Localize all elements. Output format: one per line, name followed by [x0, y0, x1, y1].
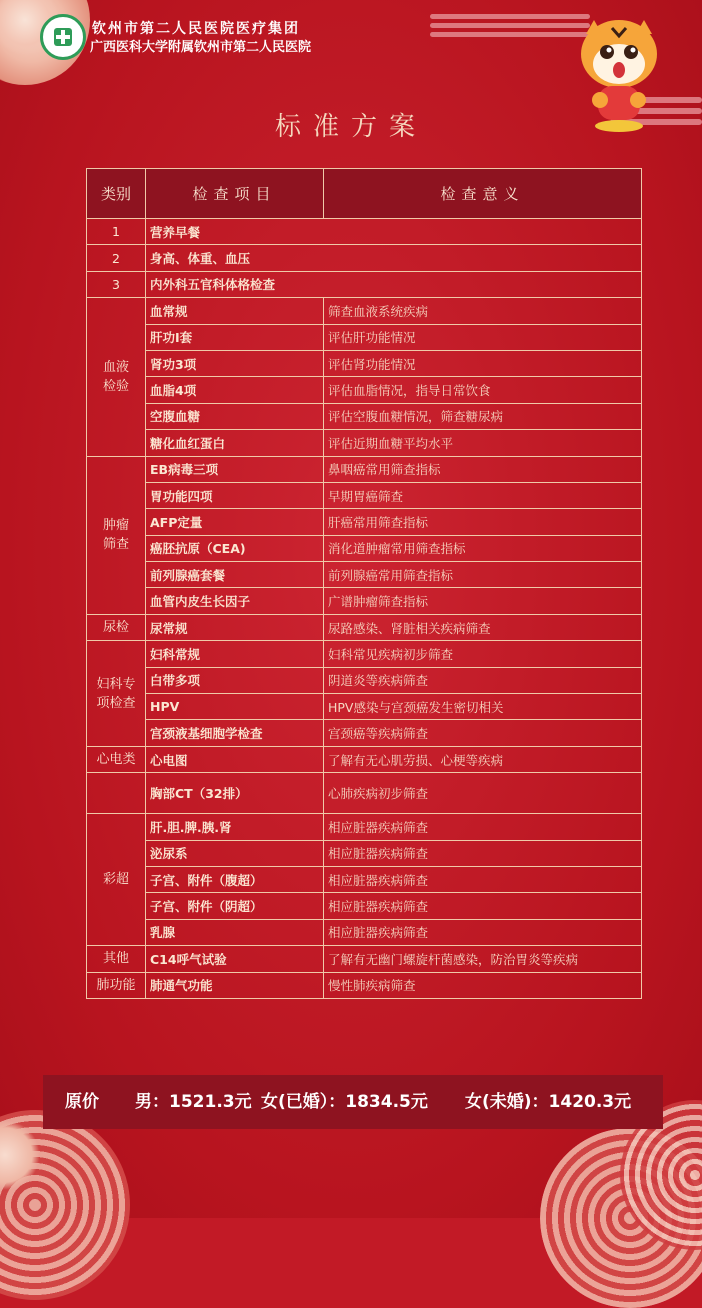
- row-item: 空腹血糖: [146, 403, 324, 429]
- row-number: 2: [87, 245, 146, 271]
- row-item: 血常规: [146, 298, 324, 324]
- row-meaning: HPV感染与宫颈癌发生密切相关: [324, 694, 642, 720]
- table-row: [87, 946, 642, 972]
- row-meaning: 评估空腹血糖情况，筛查糖尿病: [324, 403, 642, 429]
- table-row: [87, 972, 642, 998]
- price-bar: [43, 1075, 663, 1129]
- table-row: [87, 562, 642, 588]
- header-item: 检查项目: [146, 169, 324, 219]
- row-item: 内外科五官科体格检查: [146, 271, 642, 297]
- table-row: [87, 535, 642, 561]
- row-meaning: 相应脏器疾病筛查: [324, 840, 642, 866]
- row-category: 肺功能: [87, 972, 146, 998]
- row-item: 泌尿系: [146, 840, 324, 866]
- header-meaning: 检查意义: [324, 169, 642, 219]
- stripe-decoration: [430, 10, 590, 50]
- table-row: [87, 324, 642, 350]
- row-meaning: 妇科常见疾病初步筛查: [324, 641, 642, 667]
- row-meaning: 慢性肺疾病筛查: [324, 972, 642, 998]
- table-row: [87, 245, 642, 271]
- row-item: HPV: [146, 694, 324, 720]
- row-meaning: 宫颈癌等疾病筛查: [324, 720, 642, 746]
- row-item: 血管内皮生长因子: [146, 588, 324, 614]
- price-female-unmarried: 女(未婚)：1420.3元: [465, 1092, 632, 1112]
- row-meaning: 消化道肿瘤常用筛查指标: [324, 535, 642, 561]
- row-meaning: 相应脏器疾病筛查: [324, 919, 642, 945]
- table-row: [87, 614, 642, 640]
- row-number: 1: [87, 219, 146, 245]
- table-row: [87, 588, 642, 614]
- row-category: 彩超: [87, 814, 146, 946]
- table-row: [87, 866, 642, 892]
- row-category: 其他: [87, 946, 146, 972]
- row-item: 前列腺癌套餐: [146, 562, 324, 588]
- row-meaning: 了解有无幽门螺旋杆菌感染，防治胃炎等疾病: [324, 946, 642, 972]
- row-category: [87, 773, 146, 814]
- row-item: 白带多项: [146, 667, 324, 693]
- row-meaning: 肝癌常用筛查指标: [324, 509, 642, 535]
- table-row: [87, 403, 642, 429]
- table-row: [87, 219, 642, 245]
- row-item: 胃功能四项: [146, 482, 324, 508]
- price-male: 男：1521.3元: [135, 1092, 252, 1112]
- row-meaning: 心肺疾病初步筛查: [324, 773, 642, 814]
- row-item: AFP定量: [146, 509, 324, 535]
- checkup-table: [86, 168, 642, 999]
- row-item: 子宫、附件（阴超）: [146, 893, 324, 919]
- table-row: [87, 720, 642, 746]
- table-row: [87, 482, 642, 508]
- row-item: 肝功Ⅰ套: [146, 324, 324, 350]
- table-row: [87, 667, 642, 693]
- table-header-row: [87, 169, 642, 219]
- table-row: [87, 509, 642, 535]
- row-item: 子宫、附件（腹超）: [146, 866, 324, 892]
- row-meaning: 鼻咽癌常用筛查指标: [324, 456, 642, 482]
- row-category: 血液 检验: [87, 298, 146, 456]
- table-row: [87, 814, 642, 840]
- row-meaning: 相应脏器疾病筛查: [324, 814, 642, 840]
- row-item: 肺通气功能: [146, 972, 324, 998]
- row-item: 癌胚抗原（CEA): [146, 535, 324, 561]
- table-row: [87, 919, 642, 945]
- table-row: [87, 893, 642, 919]
- row-meaning: 评估肝功能情况: [324, 324, 642, 350]
- row-item: 乳腺: [146, 919, 324, 945]
- row-number: 3: [87, 271, 146, 297]
- row-item: C14呼气试验: [146, 946, 324, 972]
- row-item: 身高、体重、血压: [146, 245, 642, 271]
- row-item: 肾功3项: [146, 350, 324, 376]
- row-category: 尿检: [87, 614, 146, 640]
- hospital-logo-icon: [40, 14, 86, 60]
- row-category: 肿瘤 筛查: [87, 456, 146, 614]
- org-name-line2: 广西医科大学附属钦州市第二人民医院: [90, 40, 312, 55]
- table-row: [87, 694, 642, 720]
- table-row: [87, 641, 642, 667]
- price-label: 原价: [65, 1092, 99, 1112]
- row-item: 妇科常规: [146, 641, 324, 667]
- row-meaning: 评估血脂情况，指导日常饮食: [324, 377, 642, 403]
- table-row: [87, 377, 642, 403]
- table-row: [87, 840, 642, 866]
- row-meaning: 评估近期血糖平均水平: [324, 430, 642, 456]
- table-row: [87, 350, 642, 376]
- page-title: 标准方案: [274, 112, 427, 142]
- table-row: [87, 430, 642, 456]
- table-body: [87, 219, 642, 999]
- row-item: 胸部CT（32排）: [146, 773, 324, 814]
- table-row: [87, 773, 642, 814]
- row-meaning: 前列腺癌常用筛查指标: [324, 562, 642, 588]
- row-item: 糖化血红蛋白: [146, 430, 324, 456]
- org-name-line1: 钦州市第二人民医院医疗集团: [92, 21, 300, 37]
- row-item: 宫颈液基细胞学检查: [146, 720, 324, 746]
- row-meaning: 了解有无心肌劳损、心梗等疾病: [324, 746, 642, 772]
- row-meaning: 相应脏器疾病筛查: [324, 866, 642, 892]
- row-item: 尿常规: [146, 614, 324, 640]
- row-category: 妇科专 项检查: [87, 641, 146, 747]
- row-item: 肝.胆.脾.胰.肾: [146, 814, 324, 840]
- table-row: [87, 271, 642, 297]
- row-meaning: 相应脏器疾病筛查: [324, 893, 642, 919]
- header-category: 类别: [87, 169, 146, 219]
- row-item: EB病毒三项: [146, 456, 324, 482]
- row-meaning: 尿路感染、肾脏相关疾病筛查: [324, 614, 642, 640]
- row-item: 营养早餐: [146, 219, 642, 245]
- row-meaning: 早期胃癌筛查: [324, 482, 642, 508]
- table-row: [87, 298, 642, 324]
- row-item: 血脂4项: [146, 377, 324, 403]
- row-category: 心电类: [87, 746, 146, 772]
- price-female-married: 女(已婚）：1834.5元: [261, 1092, 428, 1112]
- row-meaning: 评估肾功能情况: [324, 350, 642, 376]
- row-meaning: 筛查血液系统疾病: [324, 298, 642, 324]
- table-row: [87, 456, 642, 482]
- row-item: 心电图: [146, 746, 324, 772]
- row-meaning: 广谱肿瘤筛查指标: [324, 588, 642, 614]
- row-meaning: 阴道炎等疾病筛查: [324, 667, 642, 693]
- table-row: [87, 746, 642, 772]
